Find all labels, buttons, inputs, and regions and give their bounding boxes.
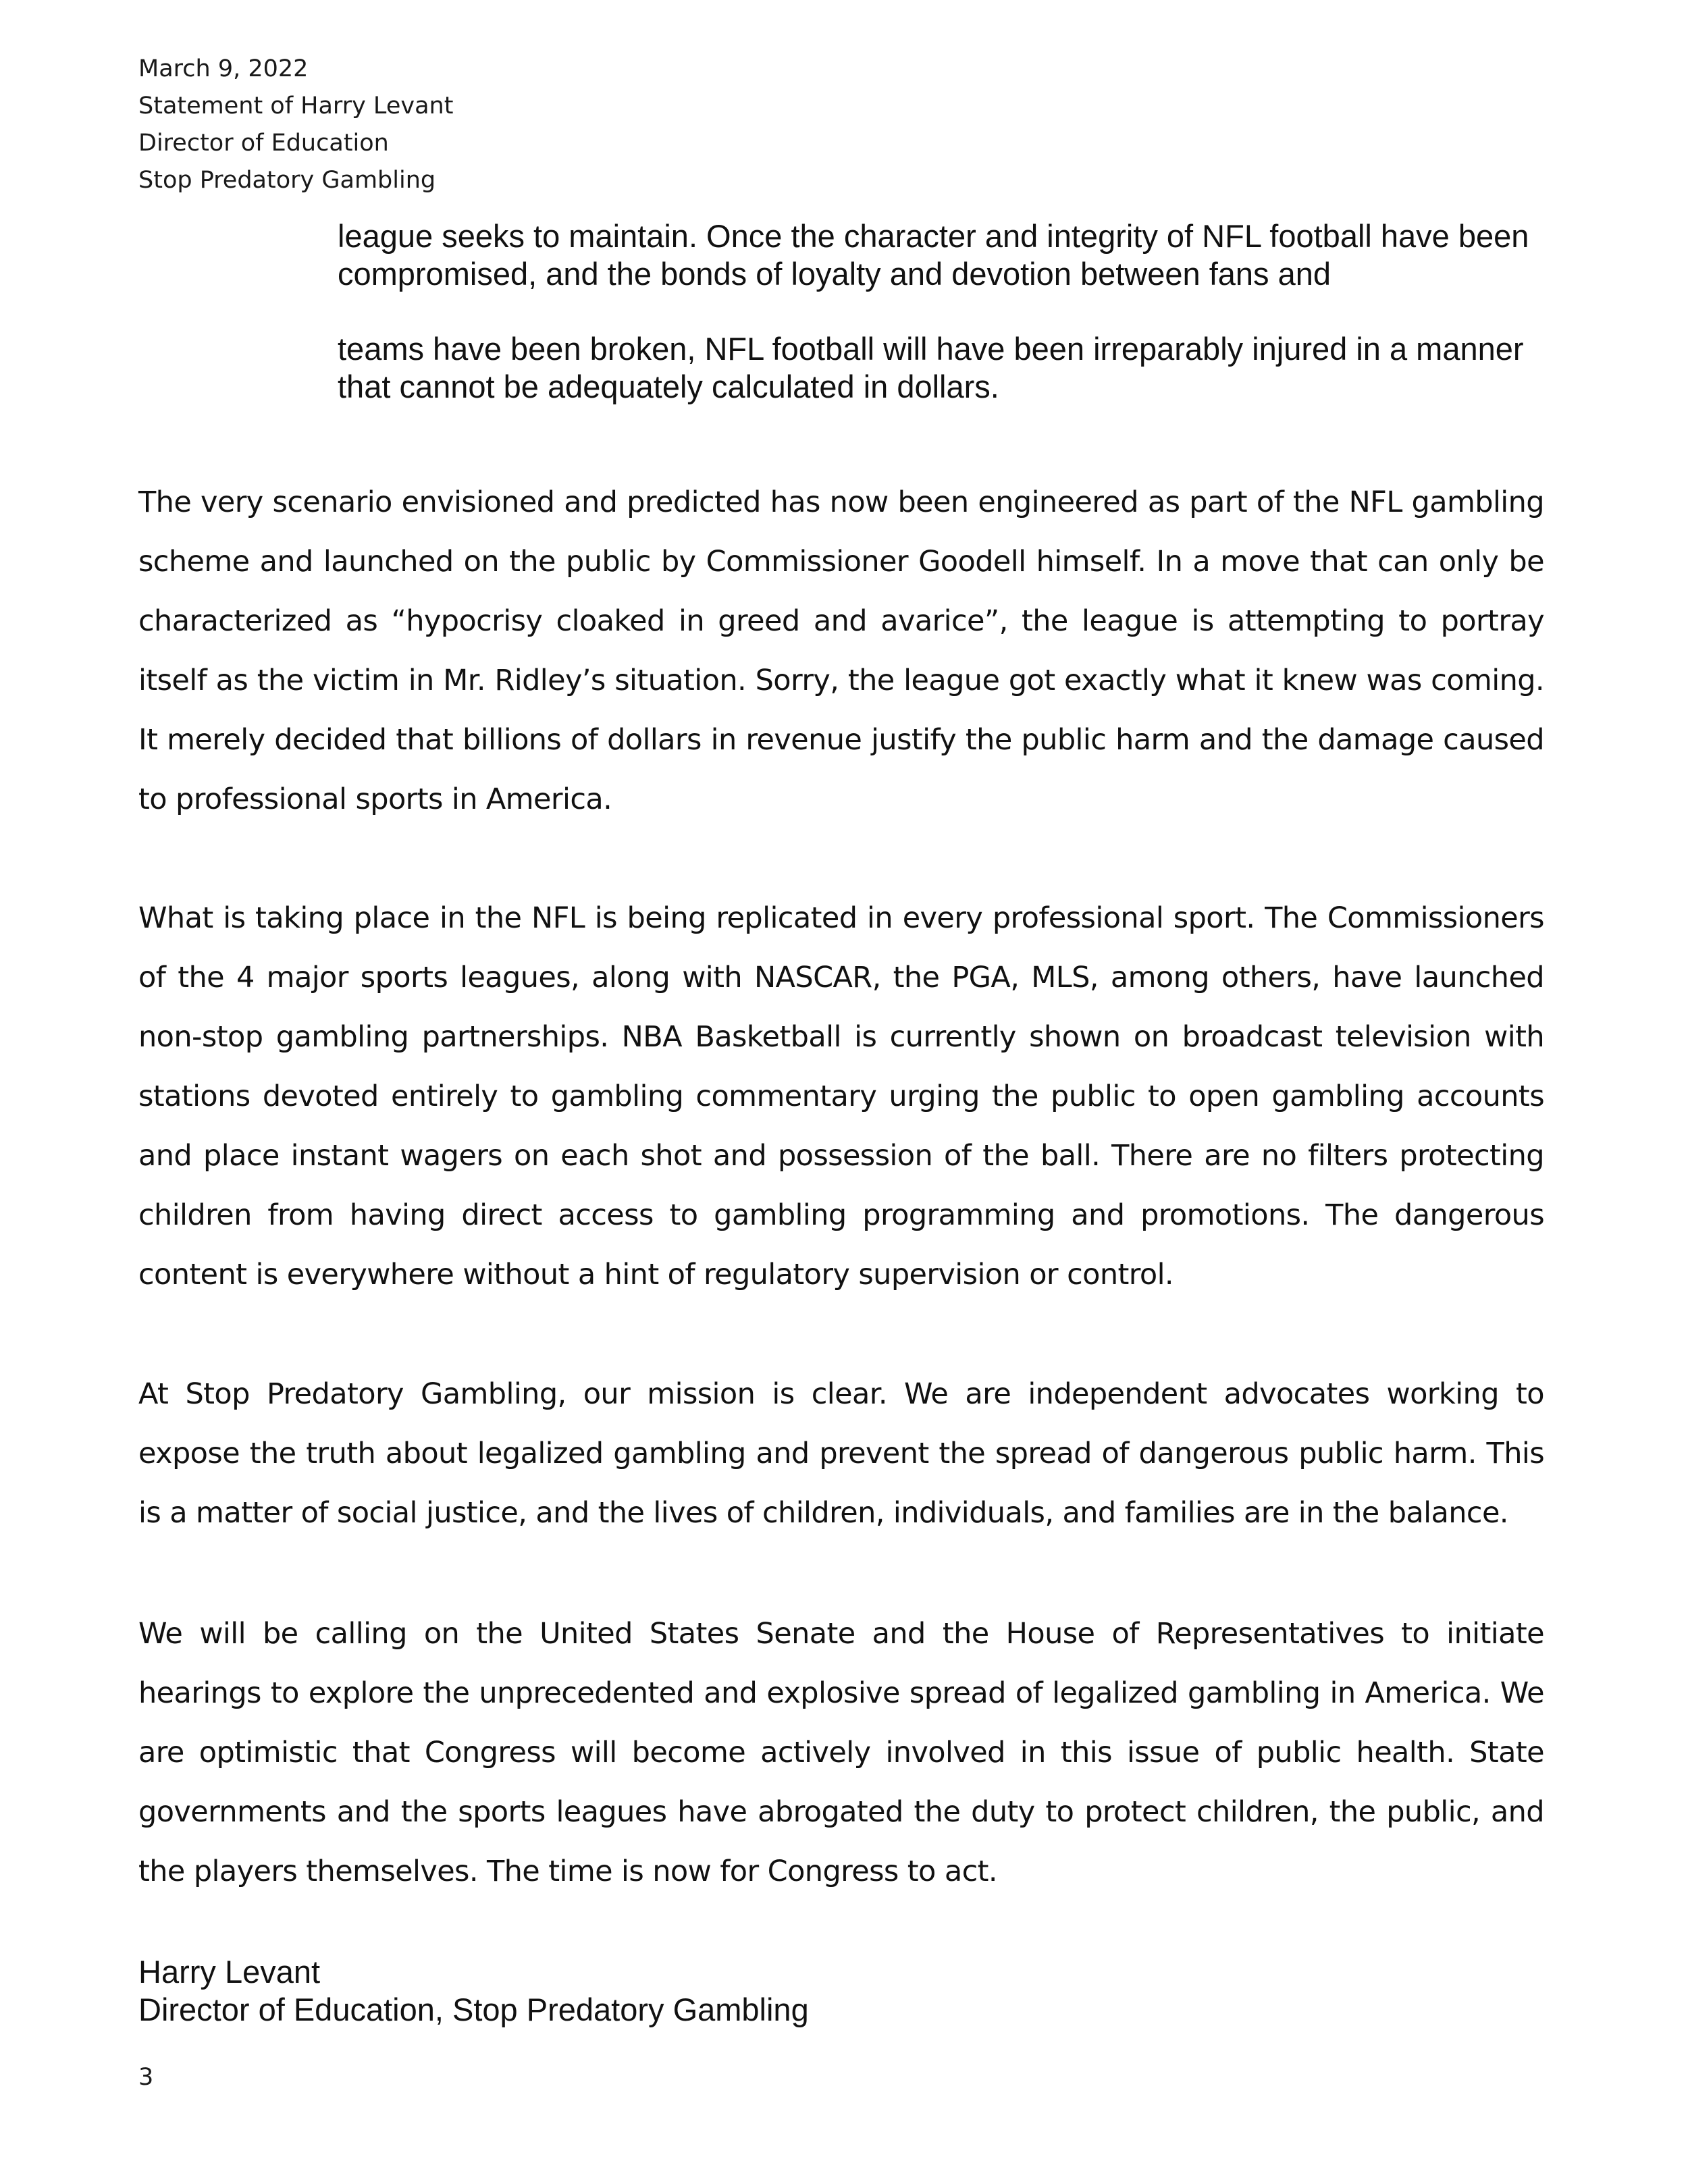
page-number: 3 (138, 2064, 154, 2091)
page-header (138, 51, 453, 199)
header-statement: Statement of Harry Levant (138, 92, 454, 119)
header-title: Director of Education (138, 130, 389, 157)
paragraph-professional-sports: What is taking place in the NFL is being replicated in every professional sport. The Commissioners of the 4 major sports leagues, along with NASCAR, the PGA, MLS, among others, have launched non-stop gambling partnerships. NBA Basketball is currently shown on broadcast television with stations devoted entirely to gambling commentary urging the public to open gambling accounts and place instant wagers on each shot and possession of the ball. There are no filters protecting children from having direct access to gambling programming and promotions. The dangerous content is everywhere without a hint of regulatory supervision or control. (138, 901, 1544, 1291)
paragraph-mission: At Stop Predatory Gambling, our mission is clear. We are independent advocates working to expose the truth about legalized gambling and prevent the spread of dangerous public harm. This is a matter of social justice, and the lives of children, individuals, and families are in the balance. (138, 1377, 1544, 1530)
signature-title: Director of Education, Stop Predatory Gambling (138, 1992, 809, 2027)
header-organization: Stop Predatory Gambling (138, 167, 436, 194)
signature-block (138, 1953, 809, 2029)
block-quote-part-2: teams have been broken, NFL football will have been irreparably injured in a manner that cannot be adequately calculated in dollars. (338, 331, 1524, 404)
header-date: March 9, 2022 (138, 55, 309, 82)
paragraph-congress: We will be calling on the United States Senate and the House of Representatives to initiate hearings to explore the unprecedented and explosive spread of legalized gambling in America. We are optimistic that Congress will become actively involved in this issue of public health. State governments and the sports leagues have abrogated the duty to protect children, the public, and the players themselves. The time is now for Congress to act. (138, 1617, 1544, 1888)
signature-name: Harry Levant (138, 1954, 321, 1990)
paragraph-nfl-scheme: The very scenario envisioned and predicted has now been engineered as part of the NFL gambling scheme and launched on the public by Commissioner Goodell himself. In a move that can only be characterized as “hypocrisy cloaked in greed and avarice”, the league is attempting to portray itself as the victim in Mr. Ridley’s situation. Sorry, the league got exactly what it knew was coming. It merely decided that billions of dollars in revenue justify the public harm and the damage caused to professional sports in America. (138, 485, 1544, 816)
block-quote-part-1: league seeks to maintain. Once the character and integrity of NFL football have been compromised, and the bonds of loyalty and devotion between fans and (338, 218, 1529, 292)
